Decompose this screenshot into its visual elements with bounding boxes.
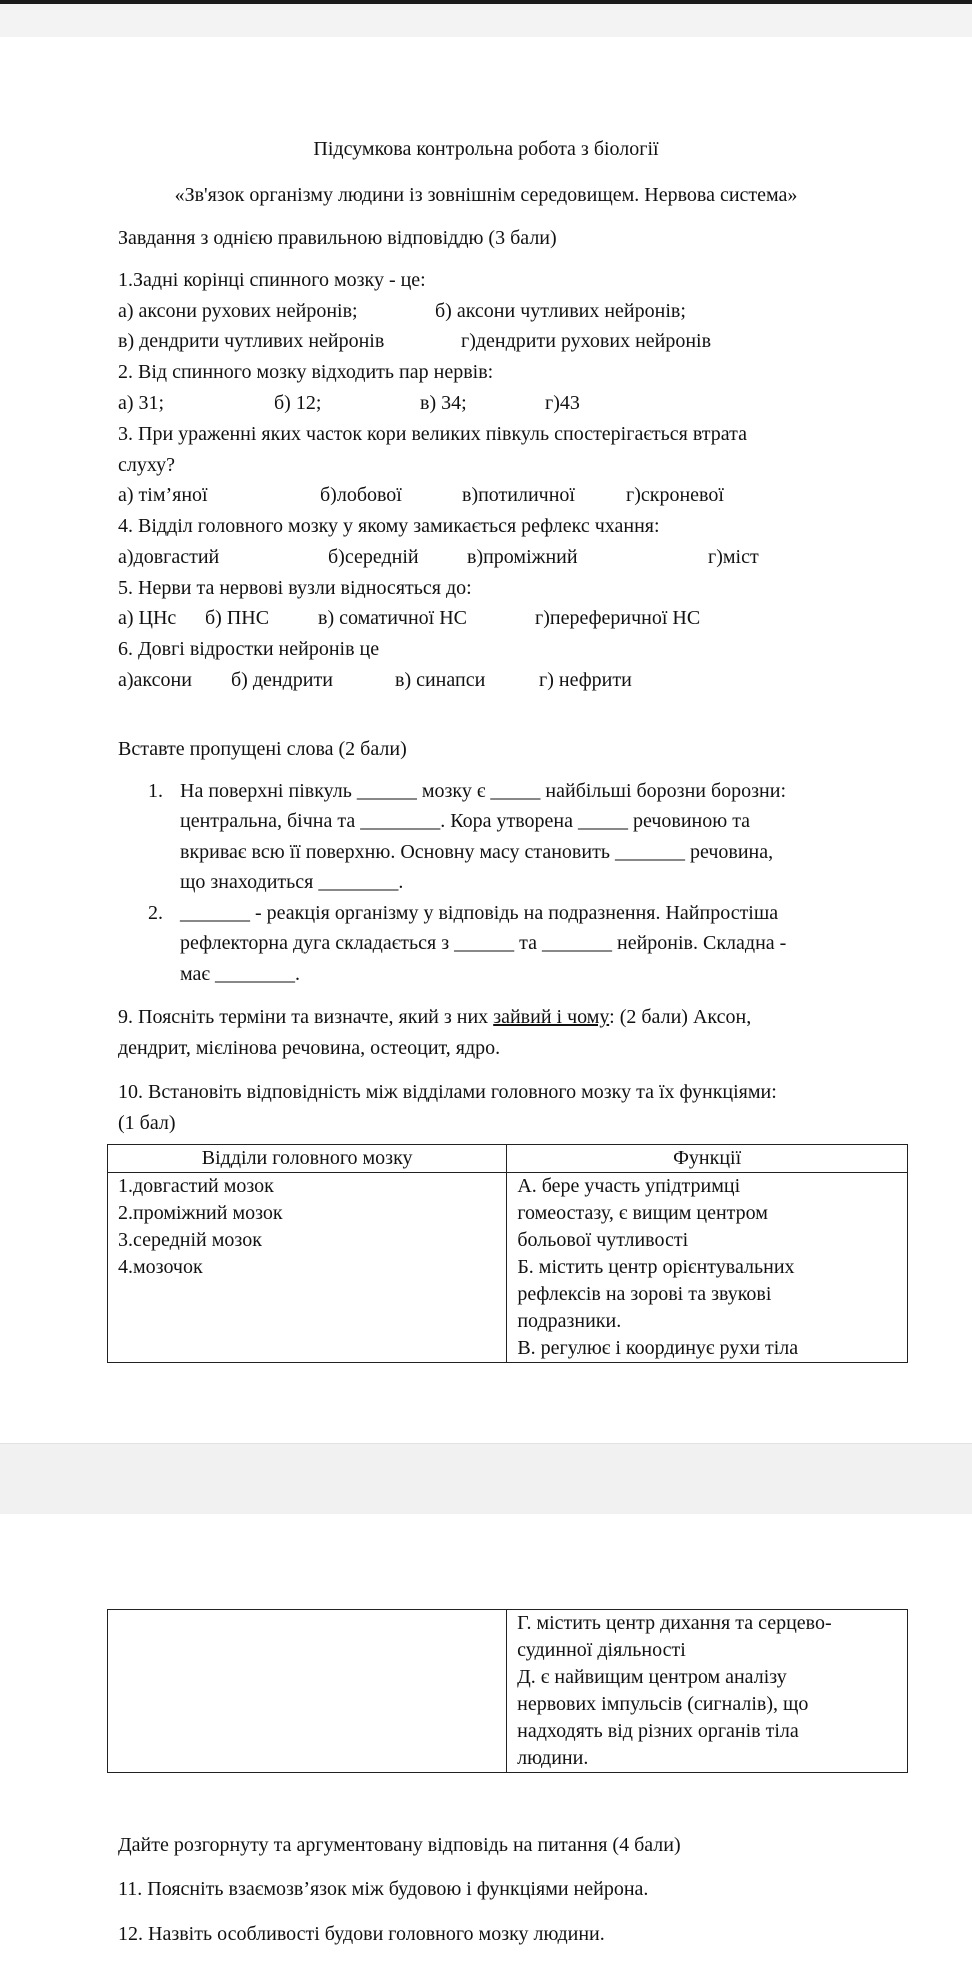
q6-option-d: г) нефрити bbox=[539, 669, 632, 691]
page-title: Підсумкова контрольна робота з біології bbox=[313, 138, 659, 160]
q1-option-d: г)дендрити рухових нейронів bbox=[461, 330, 712, 352]
matching-table-continued bbox=[107, 1609, 908, 1773]
q5-option-a: а) ЦНс bbox=[118, 607, 177, 629]
section1-heading: Завдання з однією правильною відповіддю (3 бали) bbox=[118, 227, 557, 249]
table-function-line: Д. є найвищим центром аналізу bbox=[517, 1666, 787, 1688]
q5-option-d: г)переферичної НС bbox=[535, 607, 701, 629]
q1-option-c: в) дендрити чутливих нейронів bbox=[118, 330, 385, 352]
table-part: 1.довгастий мозок bbox=[118, 1175, 274, 1197]
q2-option-c: в) 34; bbox=[420, 392, 467, 414]
q6-option-b: б) дендрити bbox=[231, 669, 333, 691]
section3-heading: Дайте розгорнуту та аргументовану відповідь на питання (4 бали) bbox=[118, 1834, 681, 1856]
fill-item-1-line-1: На поверхні півкуль ______ мозку є _____ найбільші борозни борозни: bbox=[180, 780, 787, 802]
question-9 bbox=[118, 1002, 751, 1033]
table-function-line: людини. bbox=[517, 1747, 589, 1769]
q4-option-b: б)середній bbox=[328, 546, 419, 568]
question-10: 10. Встановіть відповідність між відділами головного мозку та їх функціями: bbox=[118, 1081, 777, 1103]
section2-heading: Вставте пропущені слова (2 бали) bbox=[118, 738, 407, 760]
q5-option-c: в) соматичної НС bbox=[318, 607, 468, 629]
table-part: 2.проміжний мозок bbox=[118, 1202, 283, 1224]
q4-option-d: г)міст bbox=[708, 546, 759, 568]
fill-item-2-number: 2. bbox=[148, 902, 163, 924]
q3-option-b: б)лобової bbox=[320, 484, 402, 506]
q9-suffix: : (2 бали) Аксон, bbox=[609, 1006, 752, 1028]
table-function-line: судинної діяльності bbox=[517, 1639, 686, 1661]
matching-table bbox=[107, 1144, 908, 1363]
table-functions-cell-continued bbox=[507, 1610, 908, 1773]
q3-option-c: в)потиличної bbox=[462, 484, 575, 506]
table-parts-cell-empty bbox=[108, 1610, 507, 1773]
q9-underlined: зайвий і чому bbox=[493, 1006, 610, 1028]
table-function-line: Б. містить центр орієнтувальних bbox=[517, 1256, 795, 1278]
question-6: 6. Довгі відростки нейронів це bbox=[118, 638, 380, 660]
fill-item-2-line-2: рефлекторна дуга складається з ______ та _______ нейронів. Складна - bbox=[180, 932, 787, 954]
q9-prefix: 9. Поясніть терміни та визначте, який з них bbox=[118, 1006, 494, 1028]
fill-item-2-line-1: _______ - реакція організму у відповідь на подразнення. Найпростіша bbox=[180, 902, 779, 924]
table-header-parts: Відділи головного мозку bbox=[108, 1145, 507, 1173]
q3-option-d: г)скроневої bbox=[626, 484, 724, 506]
q4-option-a: а)довгастий bbox=[118, 546, 220, 568]
fill-item-1-line-2: центральна, бічна та ________. Кора утворена _____ речовиною та bbox=[180, 810, 751, 832]
question-2: 2. Від спинного мозку відходить пар нервів: bbox=[118, 361, 494, 383]
document-page-2 bbox=[0, 1514, 972, 1984]
question-10-cont: (1 бал) bbox=[118, 1112, 176, 1134]
q4-option-c: в)проміжний bbox=[467, 546, 578, 568]
table-function-line: подразники. bbox=[517, 1310, 622, 1332]
q1-option-b: б) аксони чутливих нейронів; bbox=[435, 300, 686, 322]
q3-option-a: а) тім’яної bbox=[118, 484, 208, 506]
question-4: 4. Відділ головного мозку у якому замикається рефлекс чхання: bbox=[118, 515, 660, 537]
q6-option-a: а)аксони bbox=[118, 669, 192, 691]
fill-item-1-number: 1. bbox=[148, 780, 163, 802]
q6-option-c: в) синапси bbox=[395, 669, 486, 691]
document-page-1 bbox=[0, 37, 972, 1443]
q2-option-a: а) 31; bbox=[118, 392, 165, 414]
fill-item-2-line-3: має ________. bbox=[180, 963, 300, 985]
question-9-cont: дендрит, мієлінова речовина, остеоцит, ядро. bbox=[118, 1037, 501, 1059]
q2-option-d: г)43 bbox=[545, 392, 580, 414]
table-header-functions: Функції bbox=[507, 1145, 908, 1173]
viewer-top-margin bbox=[0, 4, 972, 37]
question-5: 5. Нерви та нервові вузли відносяться до: bbox=[118, 577, 472, 599]
table-parts-cell bbox=[108, 1173, 507, 1363]
page-separator bbox=[0, 1443, 972, 1515]
page-subtitle: «Зв'язок організму людини із зовнішнім середовищем. Нервова система» bbox=[174, 184, 798, 206]
question-3-cont: слуху? bbox=[118, 454, 175, 476]
table-function-line: А. бере участь упідтримці bbox=[517, 1175, 741, 1197]
fill-item-1-line-3: вкриває всю її поверхню. Основну масу становить _______ речовина, bbox=[180, 841, 774, 863]
table-part: 3.середній мозок bbox=[118, 1229, 262, 1251]
q5-option-b: б) ПНС bbox=[205, 607, 270, 629]
table-function-line: рефлексів на зорові та звукові bbox=[517, 1283, 772, 1305]
table-function-line: надходять від різних органів тіла bbox=[517, 1720, 799, 1742]
table-part: 4.мозочок bbox=[118, 1256, 203, 1278]
table-function-line: В. регулює і координує рухи тіла bbox=[517, 1337, 799, 1359]
table-functions-cell bbox=[507, 1173, 908, 1363]
table-function-line: Г. містить центр дихання та серцево- bbox=[517, 1612, 832, 1634]
question-12: 12. Назвіть особливості будови головного мозку людини. bbox=[118, 1923, 605, 1945]
question-11: 11. Поясніть взаємозв’язок між будовою і функціями нейрона. bbox=[118, 1878, 649, 1900]
table-function-line: гомеостазу, є вищим центром bbox=[517, 1202, 768, 1224]
q2-option-b: б) 12; bbox=[274, 392, 322, 414]
table-function-line: больової чутливості bbox=[517, 1229, 689, 1251]
table-function-line: нервових імпульсів (сигналів), що bbox=[517, 1693, 809, 1715]
fill-item-1-line-4: що знаходиться ________. bbox=[180, 871, 404, 893]
question-1: 1.Задні корінці спинного мозку - це: bbox=[118, 269, 426, 291]
q1-option-a: а) аксони рухових нейронів; bbox=[118, 300, 358, 322]
question-3: 3. При ураженні яких часток кори великих півкуль спостерігається втрата bbox=[118, 423, 747, 445]
